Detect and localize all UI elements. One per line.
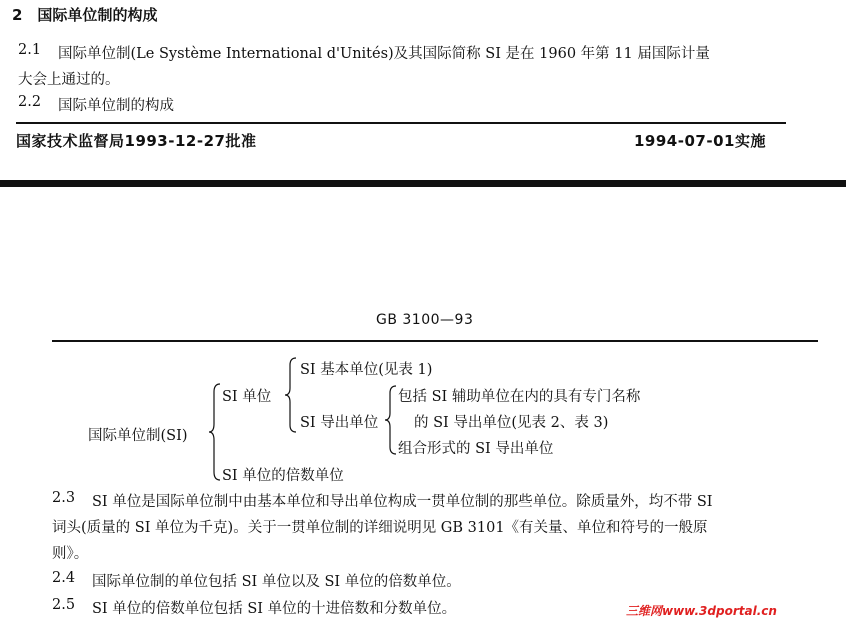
tree-base-units: SI 基本单位(见表 1) bbox=[300, 362, 433, 378]
clause-text: 则》。 bbox=[52, 546, 89, 562]
clause-text: 词头(质量的 SI 单位为千克)。关于一贯单位制的详细说明见 GB 3101《有关量、单位和符号的一般原 bbox=[52, 520, 708, 536]
tree-si-units: SI 单位 bbox=[222, 389, 272, 405]
approval-line: 国家技术监督局1993-12-27批准 bbox=[16, 132, 257, 150]
clause-text: 大会上通过的。 bbox=[18, 72, 120, 88]
clause-text: SI 单位是国际单位制中由基本单位和导出单位构成一贯单位制的那些单位。除质量外，均不带 SI bbox=[92, 494, 713, 510]
clause-text: 国际单位制的单位包括 SI 单位以及 SI 单位的倍数单位。 bbox=[92, 574, 461, 590]
standard-code: GB 3100—93 bbox=[376, 312, 474, 328]
tree-multiples: SI 单位的倍数单位 bbox=[222, 468, 344, 484]
section-heading: 2 国际单位制的构成 bbox=[12, 6, 158, 24]
tree-root: 国际单位制(SI) bbox=[88, 428, 188, 444]
brace-si-units bbox=[284, 356, 298, 434]
page-separator bbox=[0, 180, 846, 187]
clause-text: 国际单位制(Le Système International d'Unités)及其国际简称 SI 是在 1960 年第 11 届国际计量 bbox=[58, 46, 710, 62]
brace-derived bbox=[384, 384, 398, 456]
brace-root bbox=[208, 382, 222, 482]
footer-rule bbox=[16, 122, 786, 124]
clause-number: 2.1 bbox=[18, 42, 42, 58]
clause-number: 2.3 bbox=[52, 490, 76, 506]
clause-text: SI 单位的倍数单位包括 SI 单位的十进倍数和分数单位。 bbox=[92, 601, 457, 617]
header-rule bbox=[52, 340, 818, 342]
site-watermark: 三维网www.3dportal.cn bbox=[626, 604, 777, 618]
tree-derived-combined: 组合形式的 SI 导出单位 bbox=[398, 441, 554, 457]
clause-text: 国际单位制的构成 bbox=[58, 98, 174, 114]
tree-derived-named-2: 的 SI 导出单位(见表 2、表 3) bbox=[414, 415, 609, 431]
clause-number: 2.2 bbox=[18, 94, 42, 110]
implement-line: 1994-07-01实施 bbox=[634, 132, 766, 150]
tree-derived-named-1: 包括 SI 辅助单位在内的具有专门名称 bbox=[398, 389, 641, 405]
tree-derived-units: SI 导出单位 bbox=[300, 415, 379, 431]
clause-number: 2.5 bbox=[52, 597, 76, 613]
clause-number: 2.4 bbox=[52, 570, 76, 586]
